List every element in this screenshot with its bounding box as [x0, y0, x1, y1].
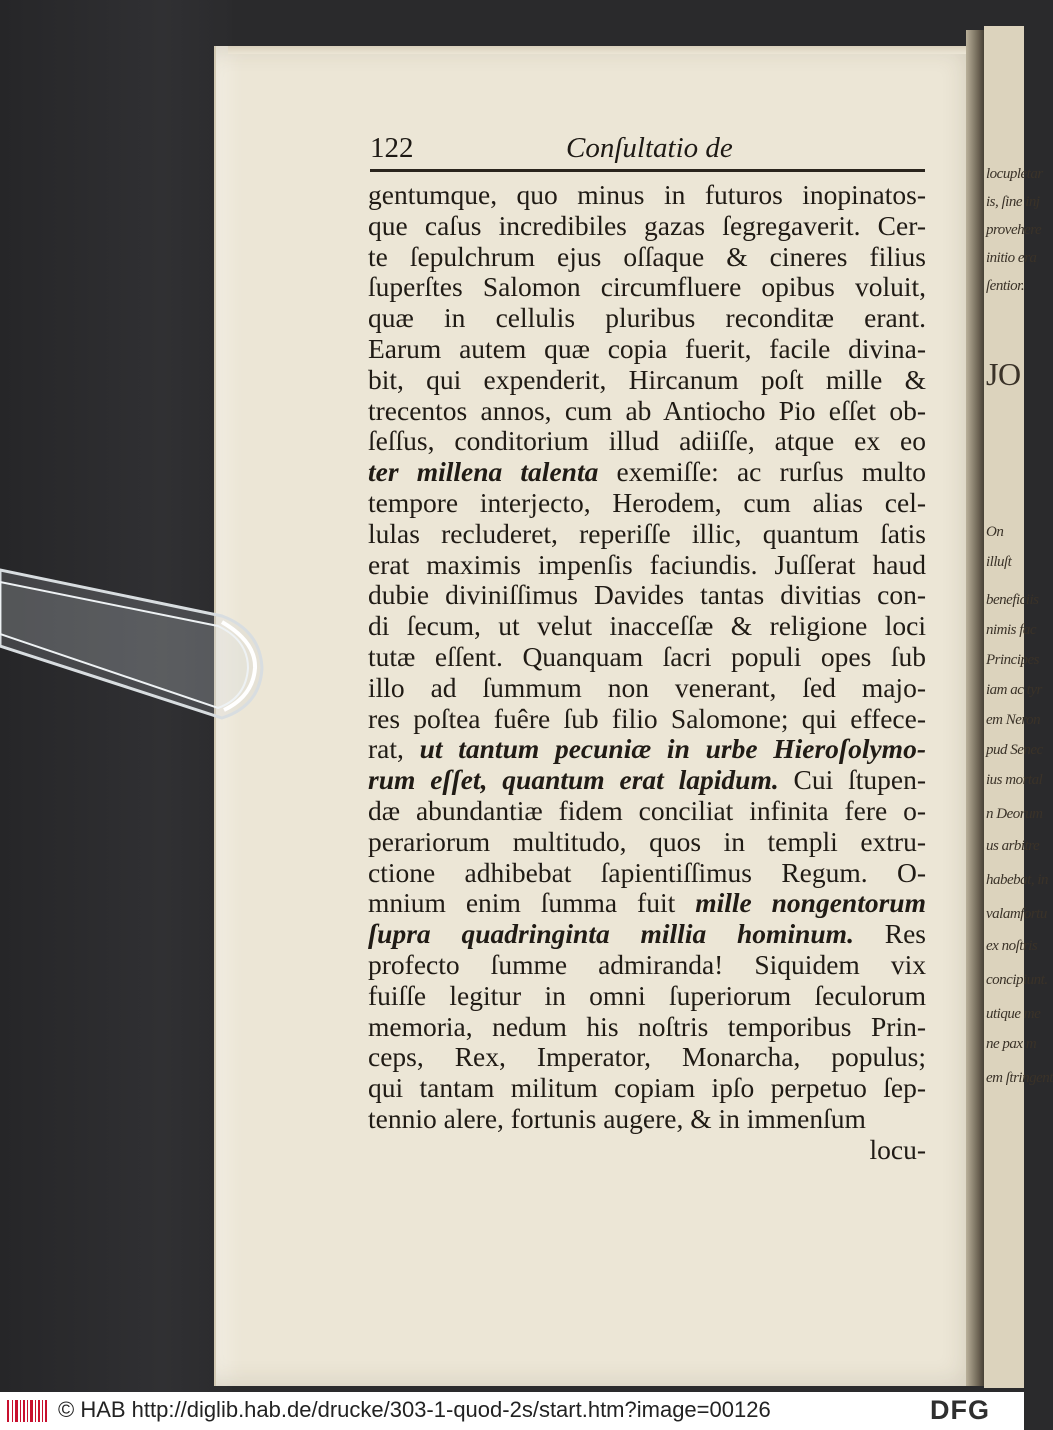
text-line [368, 334, 926, 365]
text-line [368, 211, 926, 242]
facing-page-fragment: locupletar [986, 166, 1043, 182]
italic-phrase: ſupra quadringinta millia hominum. [368, 918, 854, 950]
facing-page-fragment: valamfortu [986, 906, 1047, 922]
text-segment: tennio alere, fortunis augere, & in immenſum [368, 1102, 866, 1134]
text-line [368, 1073, 926, 1104]
facing-page-fragment: initio era [986, 250, 1037, 266]
facing-page-fragment: provehere [986, 222, 1042, 238]
facing-page-fragment: n Deorum [986, 806, 1043, 822]
text-segment: dubie diviniſſimus Davides tantas divitias con- [368, 579, 926, 611]
text-segment: res poſtea fuêre ſub filio Salomone; qui effece- [368, 702, 926, 734]
text-segment: memoria, nedum his noſtris temporibus Prin- [368, 1010, 926, 1042]
text-segment: rat, [368, 733, 420, 765]
text-line [368, 457, 926, 488]
text-segment: exemiſſe: ac rurſus multo [598, 456, 927, 488]
facing-page-fragment: em ſtringent [986, 1070, 1053, 1086]
text-line [368, 488, 926, 519]
hab-logo-icon [6, 1398, 48, 1424]
text-line [368, 580, 926, 611]
running-title: Conſultatio de [566, 132, 733, 164]
text-segment: ſeſſus, conditorium illud adiiſſe, atque ex eo [368, 425, 926, 457]
facing-page-edge [984, 26, 1053, 1388]
body-text [368, 180, 926, 1166]
text-line [368, 827, 926, 858]
text-line [368, 180, 926, 211]
text-segment: quæ in cellulis pluribus reconditæ erant. [368, 302, 926, 334]
page-header [370, 132, 930, 168]
facing-page-fragment: habebat, in [986, 872, 1048, 888]
text-line [368, 1042, 926, 1073]
text-segment: bit, qui expenderit, Hircanum poſt mille & [368, 363, 926, 395]
text-line [368, 272, 926, 303]
italic-phrase: ut tantum pecuniæ in urbe Hieroſolymo- [419, 733, 926, 765]
text-line [368, 642, 926, 673]
header-rule [370, 169, 925, 172]
dfg-logo: DFG [930, 1395, 990, 1425]
facing-page-fragment: ne pax m [986, 1036, 1037, 1052]
catchword: locu- [869, 1133, 926, 1165]
text-segment: Cui ſtupen- [778, 764, 926, 796]
text-line [368, 919, 926, 950]
text-segment: te ſepulchrum ejus oſſaque & cineres filius [368, 240, 926, 272]
text-segment: di ſecum, ut velut inacceſſæ & religione loci [368, 610, 926, 642]
facing-page-fragment: utique me [986, 1006, 1041, 1022]
italic-phrase: mille nongentorum [695, 887, 926, 919]
text-segment: trecentos annos, cum ab Antiocho Pio eſſet ob- [368, 394, 926, 426]
text-line [368, 796, 926, 827]
text-segment: Earum autem quæ copia fuerit, facile divina- [368, 332, 926, 364]
text-line [368, 365, 926, 396]
text-line [368, 765, 926, 796]
text-line [368, 673, 926, 704]
facing-page-fragment: ſentior. [986, 278, 1025, 294]
text-line [368, 981, 926, 1012]
text-segment: profecto ſumme admiranda! Siquidem vix [368, 948, 926, 980]
facing-page-fragment: beneficiis [986, 592, 1039, 608]
text-segment: qui tantam militum copiam ipſo perpetuo ſep- [368, 1072, 926, 1104]
text-segment: illo ad ſummum non venerant, ſed majo- [368, 671, 926, 703]
text-segment: lulas recluderet, reperiſſe illic, quantum ſatis [368, 517, 926, 549]
text-line [368, 888, 926, 919]
italic-phrase: ter millena talenta [368, 456, 599, 488]
page-edge [228, 46, 984, 54]
text-segment: ctione adhibebat ſapientiſſimus Regum. O- [368, 856, 926, 888]
text-line [368, 734, 926, 765]
text-segment: que caſus incredibiles gazas ſegregaverit. Cer- [368, 209, 926, 241]
facing-page-fragment: nimis fac [986, 622, 1037, 638]
text-line [368, 704, 926, 735]
book-gutter [966, 30, 986, 1386]
facing-page-fragment: pud Senec [986, 742, 1043, 758]
text-line [368, 858, 926, 889]
text-line [368, 426, 926, 457]
text-line [368, 611, 926, 642]
facing-page-fragment: On [986, 524, 1004, 540]
text-segment: tutæ eſſent. Quanquam ſacri populi opes ſub [368, 640, 926, 672]
facing-page-fragment: ius mortal [986, 772, 1043, 788]
text-line [368, 1012, 926, 1043]
text-segment: erat maximis impenſis faciundis. Juſſerat haud [368, 548, 926, 580]
facing-page-fragment: illuſt [986, 554, 1012, 570]
facing-page-fragment: ex noſtris [986, 938, 1038, 954]
text-line [368, 1104, 926, 1135]
text-segment: perariorum multitudo, quos in templi extru- [368, 825, 926, 857]
text-segment: tempore interjecto, Herodem, cum alias cel- [368, 486, 926, 518]
facing-page-fragment: Principes [986, 652, 1039, 668]
text-line [368, 303, 926, 334]
text-segment: fuiſſe legitur in omni ſuperiorum ſeculorum [368, 979, 926, 1011]
facing-page-fragment: concipiunt. [986, 972, 1048, 988]
facing-page-fragment: iam ac tyr [986, 682, 1042, 698]
italic-phrase: rum eſſet, quantum erat lapidum. [368, 764, 779, 796]
text-segment: Res [853, 918, 927, 950]
text-line [368, 396, 926, 427]
text-segment: gentumque, quo minus in futuros inopinatos- [368, 179, 926, 210]
text-line [368, 519, 926, 550]
facing-page-fragment: us arbitre [986, 838, 1040, 854]
page-number: 122 [370, 132, 414, 164]
facing-page-fragment: em Neron [986, 712, 1041, 728]
text-line [368, 550, 926, 581]
facing-page-fragment: is, ſine inj [986, 194, 1040, 210]
facing-page-fragment: JO [986, 356, 1021, 392]
text-line [368, 950, 926, 981]
text-segment: ſuperſtes Salomon circumfluere opibus voluit, [368, 271, 926, 303]
text-segment: ceps, Rex, Imperator, Monarcha, populus; [368, 1041, 926, 1073]
text-segment: dæ abundantiæ fidem conciliat infinita fere o- [368, 794, 926, 826]
footer-bar [0, 1392, 1024, 1430]
plastic-bookmark [0, 560, 268, 730]
text-segment: mnium enim ſumma fuit [368, 887, 696, 919]
text-line [368, 242, 926, 273]
copyright-url[interactable]: © HAB http://diglib.hab.de/drucke/303-1-quod-2s/start.htm?image=00126 [58, 1397, 771, 1422]
